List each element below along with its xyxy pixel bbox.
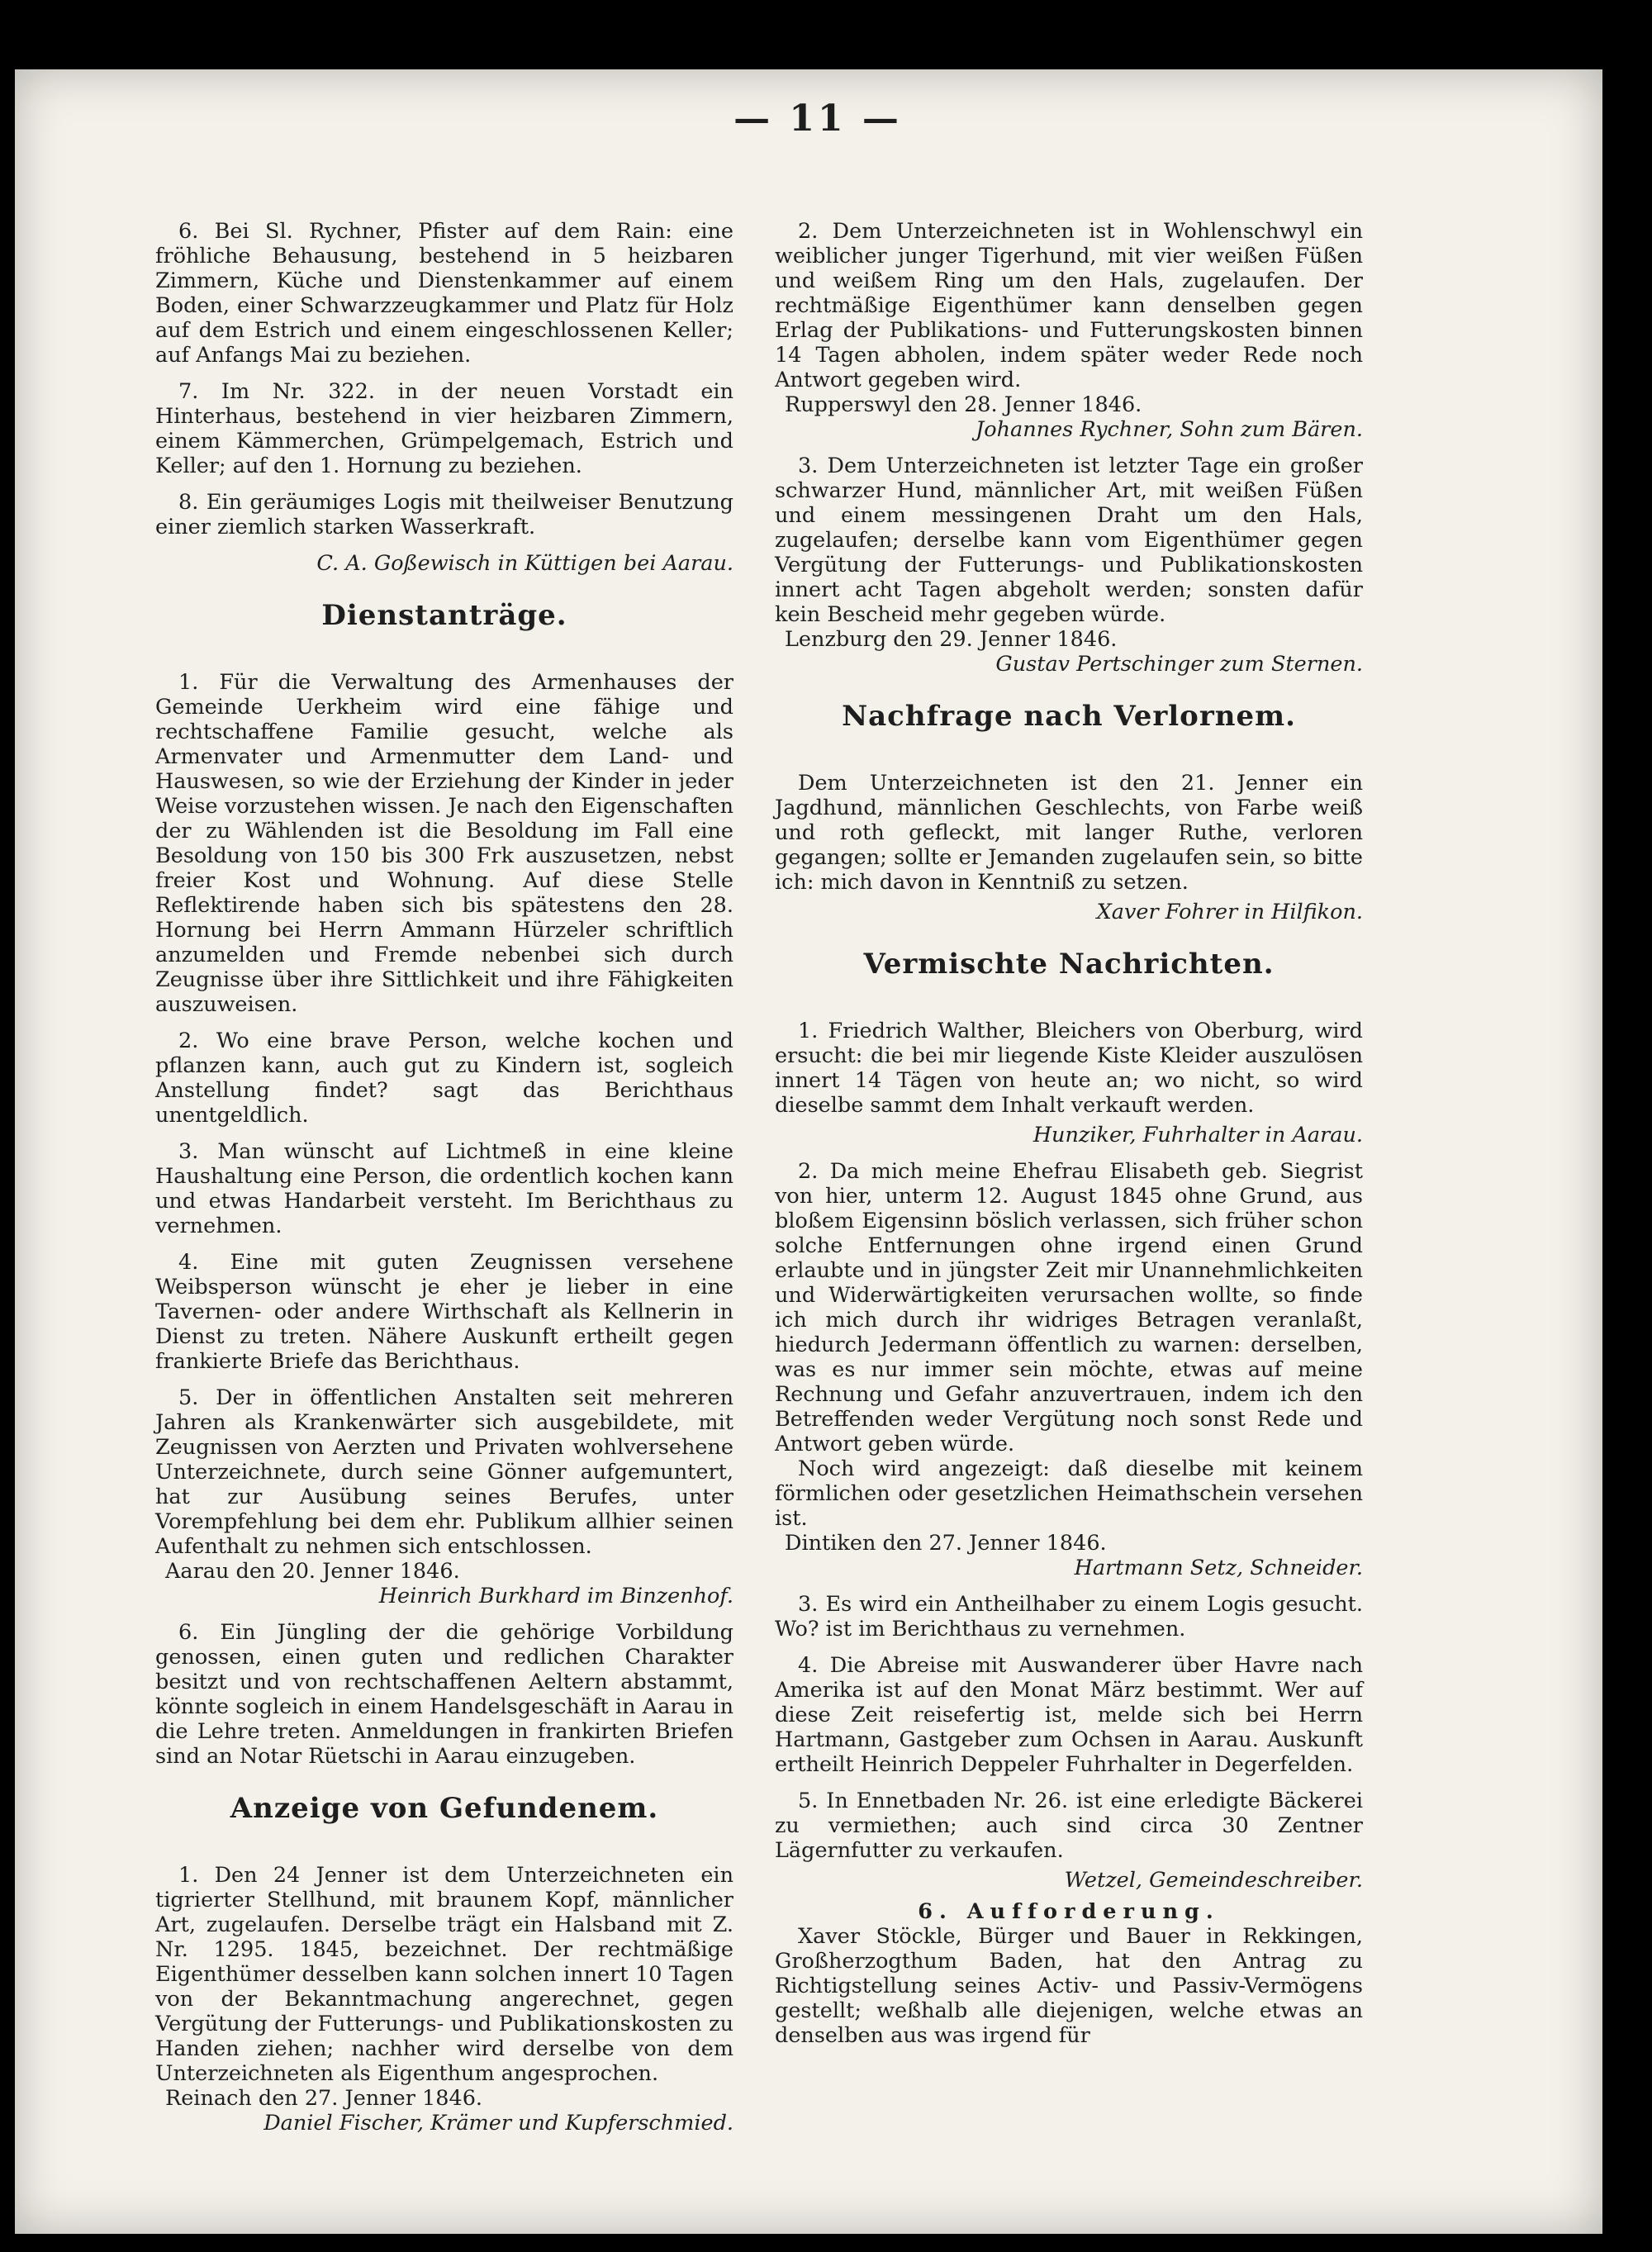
signature: Hartmann Setz, Schneider. — [1074, 1556, 1363, 1580]
signature: Hunziker, Fuhrhalter in Aarau. — [1032, 1123, 1363, 1147]
lost-notice-1: Dem Unterzeichneten ist den 21. Jenner ein Jagdhund, männlichen Geschlechts, von Farbe weiß und roth gefleckt, mit langer Ruthe, verloren gegangen; sollte er Jemanden zugelaufen sein, so bitte ich: mich davon in Kenntniß zu setzen. — [775, 771, 1363, 895]
section-heading-gefundenes: Anzeige von Gefundenem. — [230, 1792, 659, 1825]
right-column — [775, 219, 1363, 2060]
dateline: Reinach den 27. Jenner 1846. — [165, 2086, 483, 2111]
misc-notice-4: 4. Die Abreise mit Auswanderer über Havre nach Amerika ist auf den Monat März bestimmt. Wer auf diese Zeit reisefertig ist, melde sich bei Herrn Hartmann, Gastgeber zum Ochsen in Aarau. Auskunft ertheilt Heinrich Deppeler Fuhrhalter in Degerfelden. — [775, 1653, 1363, 1777]
signature: Gustav Pertschinger zum Sternen. — [995, 652, 1363, 677]
job-ad-4: 4. Eine mit guten Zeugnissen versehene Weibsperson wünscht je eher je lieber in eine Tavernen- oder andere Wirthschaft als Kellnerin in Dienst zu treten. Nähere Auskunft ertheilt gegen frankierte Briefe das Berichthaus. — [155, 1250, 733, 1374]
job-ad-2: 2. Wo eine brave Person, welche kochen und pflanzen kann, auch gut zu Kindern ist, sogleich Anstellung findet? sagt das Berichthaus unentgeldlich. — [155, 1029, 733, 1128]
signature: Johannes Rychner, Sohn zum Bären. — [976, 417, 1363, 442]
job-ad-6: 6. Ein Jüngling der die gehörige Vorbildung genossen, einen guten und redlichen Charakter besitzt und von rechtschaffenen Aeltern abstammt, könnte sogleich in einem Handelsgeschäft in Aarau in die Lehre treten. Anmeldungen in frankirten Briefen sind an Notar Rüetschi in Aarau einzugeben. — [155, 1620, 733, 1769]
dateline: Lenzburg den 29. Jenner 1846. — [785, 627, 1118, 652]
signature: Heinrich Burkhard im Binzenhof. — [378, 1584, 733, 1608]
listing-7: 7. Im Nr. 322. in der neuen Vorstadt ein Hinterhaus, bestehend in vier heizbaren Zimmern, einem Kämmerchen, Grümpelgemach, Estrich und Keller; auf den 1. Hornung zu beziehen. — [155, 379, 733, 478]
dateline: Dintiken den 27. Jenner 1846. — [785, 1531, 1107, 1556]
misc-notice-2: 2. Da mich meine Ehefrau Elisabeth geb. Siegrist von hier, unterm 12. August 1845 ohne Grund, aus bloßem Eigensinn böslich verlassen, sich früher schon solche Entfernungen ohne irgend einen Grund erlaubte und in jüngster Zeit mir Unannehmlichkeiten und Widerwärtigkeiten verursachen wollte, so finde ich mich durch ihr widriges Betragen veranlaßt, hiedurch Jedermann öffentlich zu warnen: derselben, was es nur immer sein möchte, etwas auf meine Rechnung und Gefahr anzuvertrauen, indem ich den Betreffenden weder Vergütung noch sonst Rede und Antwort geben würde. — [775, 1159, 1363, 1456]
found-notice-3: 3. Dem Unterzeichneten ist letzter Tage ein großer schwarzer Hund, männlicher Art, mit weißen Füßen und einem messingenen Draht um den Hals, zugelaufen; derselbe kann vom Eigenthümer gegen Vergütung der Futterungs- und Publikationskosten innert acht Tagen abgeholt werden; sonsten dafür kein Bescheid mehr gegeben würde. — [775, 454, 1363, 627]
misc-notice-6: Xaver Stöckle, Bürger und Bauer in Rekkingen, Großherzogthum Baden, hat den Antrag zu Richtigstellung seines Activ- und Passiv-Vermögens gestellt; weßhalb alle diejenigen, welche etwas an denselben aus was irgend für — [775, 1924, 1363, 2048]
dateline: Aarau den 20. Jenner 1846. — [165, 1559, 460, 1584]
left-column — [155, 219, 733, 2137]
signature: Xaver Fohrer in Hilfikon. — [1096, 900, 1363, 924]
signature: C. A. Goßewisch in Küttigen bei Aarau. — [316, 551, 733, 576]
misc-notice-6-title: 6. Aufforderung. — [918, 1899, 1220, 1924]
misc-notice-3: 3. Es wird ein Antheilhaber zu einem Logis gesucht. Wo? ist im Berichthaus zu vernehmen. — [775, 1592, 1363, 1641]
misc-notice-2-addendum: Noch wird angezeigt: daß dieselbe mit keinem förmlichen oder gesetzlichen Heimathschein versehen ist. — [775, 1456, 1363, 1531]
listing-6: 6. Bei Sl. Rychner, Pfister auf dem Rain: eine fröhliche Behausung, bestehend in 5 heizbaren Zimmern, Küche und Dienstenkammer auf einem Boden, einer Schwarzzeugkammer und Platz für Holz auf dem Estrich und einem eingeschlossenen Keller; auf Anfangs Mai zu beziehen. — [155, 219, 733, 368]
section-heading-vermischtes: Vermischte Nachrichten. — [863, 948, 1275, 981]
section-heading-dienstantraege: Dienstanträge. — [321, 599, 567, 632]
misc-notice-5: 5. In Ennetbaden Nr. 26. ist eine erledigte Bäckerei zu vermiethen; auch sind circa 30 Zentner Lägernfutter zu verkaufen. — [775, 1789, 1363, 1863]
found-notice-2: 2. Dem Unterzeichneten ist in Wohlenschwyl ein weiblicher junger Tigerhund, mit vier weißen Füßen und weißem Ring um den Hals, zugelaufen. Der rechtmäßige Eigenthümer kann denselben gegen Erlag der Publikations- und Futterungskosten binnen 14 Tagen abholen, indem später weder Rede noch Antwort gegeben wird. — [775, 219, 1363, 392]
dateline: Rupperswyl den 28. Jenner 1846. — [785, 392, 1142, 417]
signature: Daniel Fischer, Krämer und Kupferschmied. — [263, 2111, 733, 2136]
signature: Wetzel, Gemeindeschreiber. — [1064, 1868, 1363, 1893]
job-ad-5: 5. Der in öffentlichen Anstalten seit mehreren Jahren als Krankenwärter sich ausgebildete, mit Zeugnissen von Aerzten und Privaten wohlversehene Unterzeichnete, durch seine Gönner aufgemuntert, hat zur Ausübung seines Berufes, unter Vorempfehlung bei dem ehr. Publikum allhier seinen Aufenthalt zu nehmen sich entschlossen. — [155, 1385, 733, 1559]
misc-notice-1: 1. Friedrich Walther, Bleichers von Oberburg, wird ersucht: die bei mir liegende Kiste Kleider auszulösen innert 14 Tägen von heute an; wo nicht, so wird dieselbe sammt dem Inhalt verkauft werden. — [775, 1019, 1363, 1118]
job-ad-3: 3. Man wünscht auf Lichtmeß in eine kleine Haushaltung eine Person, die ordentlich kochen kann und etwas Handarbeit versteht. Im Berichthaus zu vernehmen. — [155, 1139, 733, 1238]
listing-8: 8. Ein geräumiges Logis mit theilweiser Benutzung einer ziemlich starken Wasserkraft. — [155, 490, 733, 539]
page-number: — 11 — — [733, 97, 902, 140]
job-ad-1: 1. Für die Verwaltung des Armenhauses der Gemeinde Uerkheim wird eine fähige und rechtschaffene Familie gesucht, welche als Armenvater und Armenmutter dem Land- und Hauswesen, so wie der Erziehung der Kinder in jeder Weise vorzustehen wissen. Je nach den Eigenschaften der zu Wählenden ist die Besoldung im Fall eine Besoldung von 150 bis 300 Frk auszusetzen, nebst freier Kost und Wohnung. Auf diese Stelle Reflektirende haben sich bis spätestens den 28. Hornung bei Herrn Ammann Hürzeler schriftlich anzumelden und Fremde nebenbei sich durch Zeugnisse über ihre Sittlichkeit und ihre Fähigkeiten auszuweisen. — [155, 670, 733, 1017]
section-heading-verlornes: Nachfrage nach Verlornem. — [842, 700, 1296, 733]
found-notice-1: 1. Den 24 Jenner ist dem Unterzeichneten ein tigrierter Stellhund, mit braunem Kopf, männlicher Art, zugelaufen. Derselbe trägt ein Halsband mit Z. Nr. 1295. 1845, bezeichnet. Der rechtmäßige Eigenthümer desselben kann solchen innert 10 Tagen von der Bekanntmachung angerechnet, gegen Vergütung der Futterungs- und Publikationskosten zu Handen ziehen; nachher wird derselbe von dem Unterzeichneten als Eigenthum angesprochen. — [155, 1863, 733, 2086]
